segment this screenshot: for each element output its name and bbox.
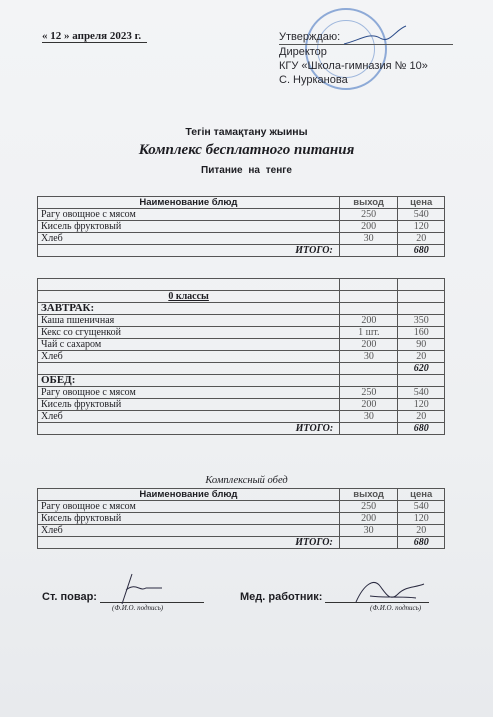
dish-yield: 200 [340,315,398,327]
section-row [38,375,445,387]
empty-cell [340,423,398,435]
menu-table-1 [37,196,445,257]
dish-yield: 30 [339,233,398,245]
dish-yield: 30 [339,525,398,537]
dish-yield: 250 [339,209,398,221]
dish-name: Хлеб [38,233,340,245]
empty-cell [339,245,398,257]
medic-hint: (Ф.И.О. подпись) [370,604,422,612]
empty-cell [340,363,398,375]
dish-yield: 200 [339,221,398,233]
empty-cell [340,291,398,303]
total-row [38,423,445,435]
total-row [38,537,445,549]
table-row [38,327,445,339]
dish-price: 120 [398,399,445,411]
dish-yield: 200 [339,513,398,525]
table-header-row [38,197,445,209]
empty-cell [340,375,398,387]
dish-price: 540 [398,387,445,399]
dish-name: Кекс со сгущенкой [38,327,340,339]
combo-table [37,488,445,549]
col-header-yield: выход [339,197,398,209]
dish-price: 20 [398,411,445,423]
dish-price: 90 [398,339,445,351]
total-label: ИТОГО: [38,537,340,549]
table-row [38,351,445,363]
menu-table-2 [37,278,445,435]
dish-yield: 30 [340,351,398,363]
dish-price: 20 [398,525,445,537]
dish-price: 350 [398,315,445,327]
table-row [38,209,445,221]
section-row [38,303,445,315]
dish-name: Рагу овощное с мясом [38,387,340,399]
dish-price: 540 [398,501,445,513]
class-title-row [38,291,445,303]
dish-name: Хлеб [38,411,340,423]
subtotal-row [38,363,445,375]
dish-name: Рагу овощное с мясом [38,501,340,513]
total-value: 680 [398,537,445,549]
dish-name: Кисель фруктовый [38,399,340,411]
empty-cell [339,537,398,549]
empty-cell [38,279,340,291]
total-label: ИТОГО: [38,245,340,257]
empty-cell [398,291,445,303]
table-row [38,513,445,525]
medic-signature [350,572,430,608]
page-title: Комплекс бесплатного питания [138,142,355,158]
empty-row [38,279,445,291]
breakfast-total: 620 [398,363,445,375]
dish-yield: 250 [340,387,398,399]
table-row [38,387,445,399]
dish-yield: 250 [339,501,398,513]
dish-price: 160 [398,327,445,339]
breakfast-label: ЗАВТРАК: [38,303,340,315]
combo-title: Комплексный обед [205,475,288,486]
cook-signature [112,568,172,608]
dish-yield: 1 шт. [340,327,398,339]
dish-name: Рагу овощное с мясом [38,209,340,221]
empty-cell [340,279,398,291]
table-row [38,233,445,245]
lunch-label: ОБЕД: [38,375,340,387]
empty-cell [38,363,340,375]
col-header-name: Наименование блюд [38,489,340,501]
table-row [38,315,445,327]
dish-price: 120 [398,221,445,233]
total-row [38,245,445,257]
table-row [38,411,445,423]
col-header-price: цена [398,197,445,209]
title-kazakh: Тегін тамақтану жыины [185,126,308,138]
dish-name: Каша пшеничная [38,315,340,327]
approve-line: КГУ «Школа-гимназия № 10» [279,60,428,72]
dish-price: 540 [398,209,445,221]
document-date: « 12 » апреля 2023 г. [42,30,147,43]
dish-name: Чай с сахаром [38,339,340,351]
approve-line: С. Нурканова [279,74,348,86]
approve-line: Директор [279,46,327,58]
total-value: 680 [398,245,445,257]
empty-cell [398,375,445,387]
col-header-name: Наименование блюд [38,197,340,209]
table-row [38,525,445,537]
dish-name: Хлеб [38,525,340,537]
director-signature [340,22,410,52]
dish-name: Кисель фруктовый [38,513,340,525]
table-row [38,399,445,411]
dish-price: 20 [398,351,445,363]
col-header-yield: выход [339,489,398,501]
dish-price: 120 [398,513,445,525]
approve-line: Утверждаю: [279,30,453,45]
total-value: 680 [398,423,445,435]
page-subtitle: Питание на тенге [201,165,292,176]
dish-name: Хлеб [38,351,340,363]
dish-yield: 30 [340,411,398,423]
dish-yield: 200 [340,399,398,411]
col-header-price: цена [398,489,445,501]
table-row [38,221,445,233]
dish-price: 20 [398,233,445,245]
empty-cell [340,303,398,315]
table-row [38,501,445,513]
total-label: ИТОГО: [38,423,340,435]
medic-label: Мед. работник: [240,591,323,603]
empty-cell [398,303,445,315]
table-header-row [38,489,445,501]
table-row [38,339,445,351]
class-title: 0 классы [38,291,340,303]
dish-yield: 200 [340,339,398,351]
dish-name: Кисель фруктовый [38,221,340,233]
cook-hint: (Ф.И.О. подпись) [112,604,164,612]
cook-label: Ст. повар: [42,591,97,603]
empty-cell [398,279,445,291]
